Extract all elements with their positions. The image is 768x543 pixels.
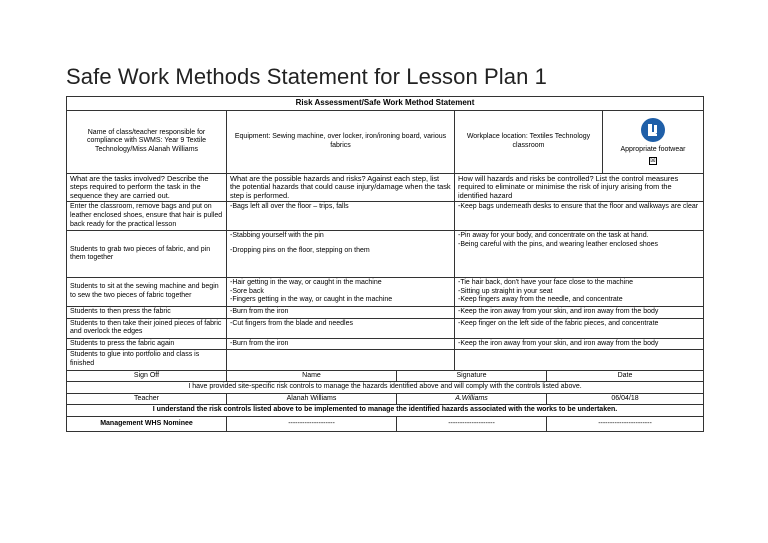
teacher-label: Teacher bbox=[67, 393, 227, 405]
control-line: -Pin away for your body, and concentrate on the task at hand. bbox=[458, 232, 649, 240]
date-header: Date bbox=[547, 370, 704, 382]
table-row bbox=[67, 202, 704, 231]
control-line: -Keep the iron away from your skin, and iron away from the body bbox=[458, 339, 659, 347]
swms-table bbox=[66, 96, 704, 432]
hazard-cell bbox=[227, 231, 455, 278]
hazard-cell bbox=[227, 306, 455, 318]
control-line: -Keep finger on the left side of the fabric pieces, and concentrate bbox=[458, 319, 659, 327]
control-cell bbox=[455, 306, 704, 318]
management-date: ----------------------- bbox=[547, 416, 704, 431]
ppe-checkbox: ☒ bbox=[650, 157, 656, 164]
location-cell: Workplace location: Textiles Technology classroom bbox=[455, 110, 603, 173]
hazard-line: -Dropping pins on the floor, stepping on them bbox=[230, 246, 370, 254]
ppe-cell bbox=[603, 110, 704, 173]
hazard-line: -Burn from the iron bbox=[230, 339, 289, 347]
hazard-cell bbox=[227, 318, 455, 338]
page-title: Safe Work Methods Statement for Lesson Plan 1 bbox=[66, 64, 548, 89]
control-line: -Keep bags underneath desks to ensure that the floor and walkways are clear bbox=[458, 203, 699, 211]
ppe-label: Appropriate footwear bbox=[620, 146, 686, 154]
hazard-cell bbox=[227, 350, 455, 370]
task-cell: Students to glue into portfolio and class is finished bbox=[67, 350, 227, 370]
hazard-cell bbox=[227, 278, 455, 307]
class-teacher-cell: Name of class/teacher responsible for compliance with SWMS: Year 9 Textile Technology/Miss Alanah Williams bbox=[67, 110, 227, 173]
boots-icon bbox=[641, 118, 665, 142]
control-line: -Keep the iron away from your skin, and iron away from the body bbox=[458, 307, 659, 315]
table-row bbox=[67, 306, 704, 318]
control-cell bbox=[455, 350, 704, 370]
task-cell: Students to grab two pieces of fabric, and pin them together bbox=[67, 231, 227, 278]
task-cell: Students to then take their joined pieces of fabric and overlock the edges bbox=[67, 318, 227, 338]
control-cell bbox=[455, 338, 704, 350]
control-cell bbox=[455, 278, 704, 307]
management-statement: I understand the risk controls listed above to be implemented to manage the identified hazards associated with the works to be undertaken. bbox=[67, 405, 704, 417]
hazard-line: -Fingers getting in the way, or caught in the machine bbox=[230, 296, 393, 304]
teacher-date: 06/04/18 bbox=[547, 393, 704, 405]
management-label: Management WHS Nominee bbox=[67, 416, 227, 431]
control-cell bbox=[455, 202, 704, 231]
teacher-signature: A.Williams bbox=[397, 393, 547, 405]
management-name: -------------------- bbox=[227, 416, 397, 431]
task-cell: Enter the classroom, remove bags and put on leather enclosed shoes, ensure that hair is pulled back ready for the practical lesson bbox=[67, 202, 227, 231]
equipment-cell: Equipment: Sewing machine, over locker, iron/ironing board, various fabrics bbox=[227, 110, 455, 173]
table-row bbox=[67, 318, 704, 338]
control-line: -Sitting up straight in your seat bbox=[458, 287, 553, 295]
table-header: Risk Assessment/Safe Work Method Statement bbox=[67, 97, 704, 111]
table-row bbox=[67, 350, 704, 370]
hazard-line: -Stabbing yourself with the pin bbox=[230, 232, 324, 240]
control-line: -Tie hair back, don't have your face close to the machine bbox=[458, 279, 634, 287]
task-cell: Students to then press the fabric bbox=[67, 306, 227, 318]
table-row bbox=[67, 338, 704, 350]
task-cell: Students to press the fabric again bbox=[67, 338, 227, 350]
hazard-line: -Cut fingers from the blade and needles bbox=[230, 319, 353, 327]
hazard-line: -Burn from the iron bbox=[230, 307, 289, 315]
col-header-tasks: What are the tasks involved? Describe the steps required to perform the task in the sequence they are carried out. bbox=[67, 173, 227, 202]
control-line: -Being careful with the pins, and wearing leather enclosed shoes bbox=[458, 240, 659, 248]
management-signature: -------------------- bbox=[397, 416, 547, 431]
task-cell: Students to sit at the sewing machine and begin to sew the two pieces of fabric together bbox=[67, 278, 227, 307]
signature-header: Signature bbox=[397, 370, 547, 382]
signoff-label: Sign Off bbox=[67, 370, 227, 382]
control-cell bbox=[455, 318, 704, 338]
teacher-name: Alanah Williams bbox=[227, 393, 397, 405]
control-cell bbox=[455, 231, 704, 278]
hazard-cell bbox=[227, 338, 455, 350]
hazard-line: -Bags left all over the floor – trips, falls bbox=[230, 203, 349, 211]
teacher-statement: I have provided site-specific risk controls to manage the hazards identified above and will comply with the controls listed above. bbox=[67, 382, 704, 394]
col-header-hazards: What are the possible hazards and risks? Against each step, list the potential hazards that could cause injury/damage when the task step is performed. bbox=[227, 173, 455, 202]
col-header-controls: How will hazards and risks be controlled? List the control measures required to eliminate or minimise the risk of injury arising from the identified hazard bbox=[455, 173, 704, 202]
name-header: Name bbox=[227, 370, 397, 382]
hazard-cell bbox=[227, 202, 455, 231]
hazard-line: -Hair getting in the way, or caught in the machine bbox=[230, 279, 382, 287]
table-row bbox=[67, 231, 704, 278]
hazard-line: -Sore back bbox=[230, 287, 264, 295]
table-row bbox=[67, 278, 704, 307]
control-line: -Keep fingers away from the needle, and concentrate bbox=[458, 296, 623, 304]
